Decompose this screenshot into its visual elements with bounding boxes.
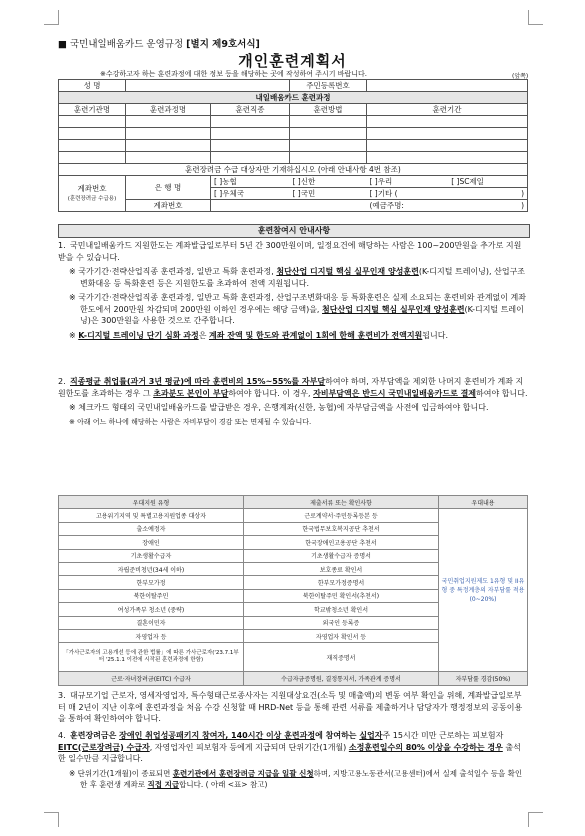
pref-type: 근로·자녀장려금(EITC) 수급자 [59,672,244,685]
bank-other-close: ) [448,188,527,200]
crop-mark-top-right [528,10,543,25]
pref-docs: 자영업자 확인서 등 [244,629,439,642]
note-text: ※ 단위기간(1개월)이 종료되면 [69,768,173,778]
crop-mark-top-left [44,10,59,25]
pref-type: 「가사근로자의 고용개선 등에 관한 법률」에 따른 가사근로자('23.7.1부터 '25.1.1 이전에 시작된 훈련과정에 한함) [59,643,244,672]
note-text: ※ 국가기간·전략산업직종 훈련과정, 일반고 특화 훈련과정, [69,267,277,276]
cell[interactable] [367,152,528,164]
course-row [59,140,528,152]
pref-type: 출소예정자 [59,522,244,535]
cell[interactable] [290,152,367,164]
note-text: (K-디지털 트레이닝)은 300만원을 사용한 것으로 간주합니다. [80,304,524,325]
pref-docs: 재직증명서 [244,643,439,672]
guide-item-2 [58,376,528,428]
allowance-note: 훈련장려금 수급 대상자만 기재하십시오 (아래 안내사항 4번 참조) [59,164,528,176]
account-no-label: 계좌번호 [126,200,211,212]
account-no-field[interactable] [211,200,367,212]
note-emphasis: 첨단산업 디지털 핵심 실무인재 양성훈련 [276,267,419,276]
item-text: 하여야 하며, 자부담액을 제외한 나머지 훈련비가 계좌 지원한도를 초과하는 경우 그 [58,377,524,398]
col-course: 훈련과정명 [126,104,211,116]
cell[interactable] [367,116,528,128]
pref-docs: 북한이탈주민 확인서(추천서) [244,589,439,602]
pref-docs: 한국장애인고용공단 추천서 [244,536,439,549]
pref-type: 장애인 [59,536,244,549]
item-emphasis: EITC(근로장려금) 수급자 [58,742,150,752]
cell[interactable] [211,116,290,128]
item-emphasis: 초과분도 본인이 부담 [153,388,229,398]
item-emphasis: 직종평균 취업률(과거 3년 평균)에 따라 훈련비의 15%~55%를 자부담 [70,377,326,386]
bank-option-nonghyup[interactable]: [ ]농협 [211,176,290,188]
item-text: 에 참여하는 [315,731,360,740]
preference-table [58,495,528,686]
note-emphasis: K-디지털 트레이닝 단기 심화 과정 [78,330,199,340]
regulation-prefix: ■ 국민내일배움카드 운영규정 [58,39,187,50]
note-text: 하며, 지방고용노동관서(고용센터)에서 실제 출석일수 등을 확인한 후 훈련생 계좌로 [80,768,523,789]
pref-type: 기초생활수급자 [59,549,244,562]
item3-text: 대규모기업 근로자, 영세자영업자, 특수형태근로종사자는 지원대상요건(소득 및 매출액)의 변동 여부 확인을 위해, 계좌발급일로부터 매 2년이 지난 이후에 훈련과정을 처음 수강 신청할 때 HRD-Net 등을 통해 관련 서류를 제출하거나 담당자가 행정정보의 공동이용을 통하여 확인하여야 합니다. [58,691,523,723]
regulation-form: [별지 제9호서식] [186,39,260,50]
account-sublabel: (훈련장려금 수급용) [67,195,117,202]
pref-type: 북한이탈주민 [59,589,244,602]
col-occupation: 훈련직종 [211,104,290,116]
item-text: 하여야 합니다. 이 경우, [228,388,314,398]
bank-option-woori[interactable]: [ ]우리 [367,176,449,188]
pref-col-benefit: 우대내용 [439,496,528,509]
item1-text: 국민내일배움카드 지원한도는 계좌발급일로부터 5년 간 300만원이며, 일정요건에 해당하는 사람은 100~200만원을 추가로 지원받을 수 있습니다. [58,241,522,262]
regulation-line [58,36,260,50]
cell[interactable] [59,140,126,152]
note-text: ※ [69,330,79,340]
bank-label: 은 행 명 [126,176,211,200]
cell[interactable] [59,152,126,164]
bank-option-kookmin[interactable]: [ ]국민 [290,188,367,200]
pref-type: 자립준비청년(34세 이하) [59,562,244,575]
item-number: 1. [58,241,66,250]
col-institution: 훈련기관명 [59,104,126,116]
pref-docs: 외국인 등록증 [244,616,439,629]
pref-docs: 수급자금증명원, 결정통지서, 가족관계 증명서 [244,672,439,685]
item-emphasis: 소정훈련일수의 80% 이상을 수강하는 경우 [348,742,503,752]
resident-label: 주민등록번호 [290,80,367,92]
pref-docs: 한국법무보호복지공단 추천서 [244,522,439,535]
cell[interactable] [211,140,290,152]
item2-note2: ※ 아래 어느 하나에 해당하는 사람은 자비부담이 경감 또는 면제될 수 있습니다. [69,417,312,426]
item-text: 주 15시간 미만 근로하는 피보험자 [382,731,504,740]
cell[interactable] [290,116,367,128]
note-emphasis: 첨단산업 디지털 핵심 실무인재 양성훈련 [322,304,465,314]
guide-item-4 [58,730,528,791]
pref-docs: 기초생활수급자 증명서 [244,549,439,562]
bank-option-post[interactable]: [ ]우체국 [211,188,290,200]
cell[interactable] [126,128,211,140]
cell[interactable] [211,152,290,164]
course-row [59,152,528,164]
pref-type: 결혼이민자 [59,616,244,629]
course-row [59,128,528,140]
col-period: 훈련기간 [367,104,528,116]
pref-type: 여성가족부 청소년 (중략) [59,603,244,616]
side-note: (앞쪽) [512,73,529,80]
cell[interactable] [126,152,211,164]
guide-item-3 [58,690,528,725]
pref-docs: 근로계약서·주민등록등본 등 [244,509,439,522]
note-text: 합니다. ( 아래 <표> 참고) [179,780,268,789]
item-number: 4. [58,731,66,740]
cell[interactable] [211,128,290,140]
guide-header: 훈련참여시 안내사항 [58,224,530,238]
pref-type: 한부모가정 [59,576,244,589]
pref-type: 고용위기지역 및 특별고용지원업종 대상자 [59,509,244,522]
account-label: 계좌번호 [77,183,107,193]
applicant-table [58,79,528,212]
item-text: 하여야 합니다. [476,388,528,398]
item-text: , 자영업자인 피보험자 등에게 지급되며 단위기간(1개월) [149,742,349,752]
cell[interactable] [367,140,528,152]
guide-item-1 [58,240,528,341]
bank-option-shinhan[interactable]: [ ]신한 [290,176,367,188]
note-text: ※ 국가기간·전략산업직종 훈련과정, 일반고 특화 훈련과정, 산업구조변화대응 등 특화훈련은 실제 소요되는 훈련비와 관계없이 계좌한도에서 200만원 차감되며 200만원 이하인 경우에는 해당 금액)을, [69,293,526,314]
col-method: 훈련방법 [290,104,367,116]
cell[interactable] [59,128,126,140]
course-header: 내일배움카드 훈련과정 [59,92,528,104]
depositor-close: ) [448,200,527,212]
item-text: 출석한 일수만큼 지급합니다. [58,742,521,763]
item-number: 3. [58,691,66,700]
pref-type: 자영업자 등 [59,629,244,642]
depositor-label: (예금주명: [367,200,449,212]
pref-benefit: 국민취업지원제도 1유형 및 II유형 중 특정계층의 자부담률 적용 (0~20%) [439,509,528,672]
cell[interactable] [367,128,528,140]
item-number: 2. [58,377,66,386]
item2-note1: ※ 체크카드 형태의 국민내일배움카드를 발급받은 경우, 은행계좌(신한, 농협)에 자부담금액을 사전에 입금하여야 합니다. [69,403,489,412]
note-text: 됩니다. [422,330,449,340]
pref-col-type: 우대지원 유형 [59,496,244,509]
cell[interactable] [290,128,367,140]
name-field[interactable] [126,80,290,92]
bank-option-sc[interactable]: [ ]SC제일 [448,176,527,188]
resident-field[interactable] [367,80,528,92]
pref-docs: 학교밖청소년 확인서 [244,603,439,616]
note-emphasis: 계좌 잔액 및 한도와 관계없이 1회에 한해 훈련비가 전액지원 [208,330,423,340]
pref-col-docs: 제출서류 또는 확인사항 [244,496,439,509]
fill-notice: ※수강하고자 하는 훈련과정에 대한 정보 등을 해당하는 곳에 작성하여 주시기 바랍니다. [100,70,368,78]
note-text: (K-디지털 트레이닝), 산업구조변화대응 등 특화훈련 등은 지원한도를 초과하여 전액 지원됩니다. [80,267,526,288]
item-text: 훈련장려금은 [70,731,120,740]
crop-mark-bottom-right [528,812,543,827]
pref-docs: 한부모가정증명서 [244,576,439,589]
cell[interactable] [59,116,126,128]
note-text: 은 [198,330,209,340]
course-row [59,116,528,128]
table-row [59,672,528,685]
pref-docs: 보호종료 확인서 [244,562,439,575]
crop-mark-bottom-left [44,812,59,827]
name-label: 성 명 [59,80,126,92]
pref-benefit-eitc: 자부담률 경감(50%) [439,672,528,685]
bank-option-other[interactable]: [ ]기타 ( [367,188,449,200]
cell[interactable] [126,140,211,152]
note-emphasis: 직접 지급 [147,780,180,789]
cell[interactable] [290,140,367,152]
table-row [59,509,528,522]
item-emphasis: 자비부담액은 반드시 국민내일배움카드로 결제 [313,388,477,398]
cell[interactable] [126,116,211,128]
note-emphasis: 훈련기관에서 훈련장려금 지급을 일괄 신청 [172,768,314,778]
page-title: 개인훈련계획서 [238,52,347,70]
item-emphasis: 장애인 취업성공패키지 참여자, 140시간 이상 훈련과정 [119,731,316,740]
item-emphasis: 실업자 [359,731,383,740]
